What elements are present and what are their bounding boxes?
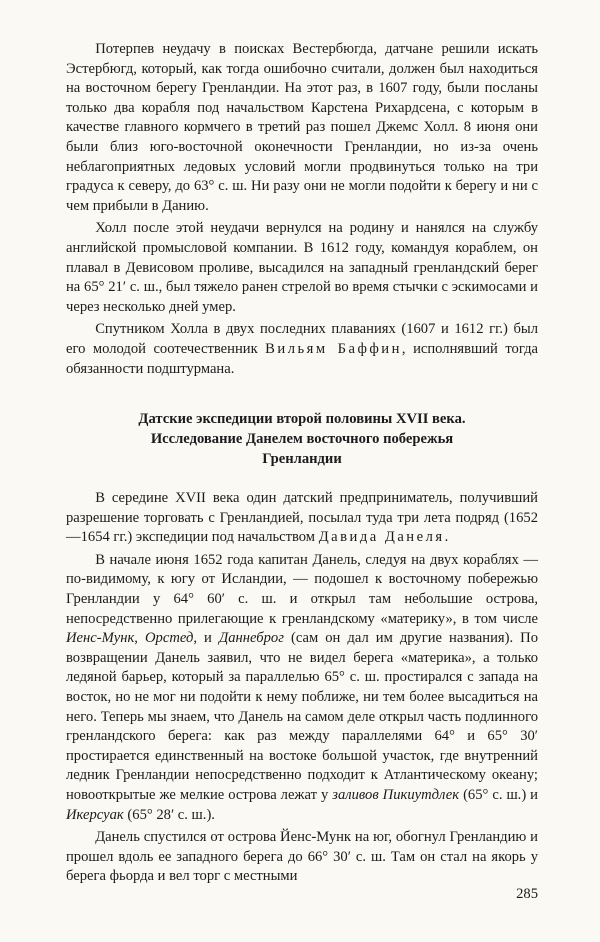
paragraph-4-text-b: .: [444, 529, 449, 546]
heading-line-3: Гренландии: [262, 451, 342, 468]
paragraph-2: Холл после этой неудачи вернулся на родину и нанялся на службу английской промысловой компании. В 1612 году, командуя кораблем, он плавал в Девисовом проливе, высадился на западный гренландский берег на 65° 21′ с. ш., был тяжело ранен стрелой во время стычки с эскимосами и через несколько дней умер.: [66, 220, 538, 315]
paragraph-3-text-a: Спутником Холла в двух последних плаваниях (1607 и 1612 гг.) был его молодой соотечественник: [66, 321, 538, 357]
page-number: 285: [516, 886, 538, 902]
paragraph-3-text-b: , исполнявший тогда обязанности подштурмана.: [66, 340, 538, 377]
paragraph-4-text-a: В середине XVII века один датский предприниматель, получивший разрешение торговать с Гренландией, посылал туда три лета подряд (1652—1654 гг.) экспедиции под начальством: [66, 490, 538, 546]
paragraph-5-text-b: (сам он дал им другие названия). По возвращении Данель заявил, что не видел берега «материка», а только ледяной барьер, который за параллелью 65° с. ш. простирался с запада на восток, но не мог ни подойти к нему поближе, ни тем более высадиться на него. Теперь мы знаем, что Данель на самом деле открыл часть подлинного гренландского берега: как раз между параллелями 64° и 65° 30′ простирается единственный на востоке большой участок, где внутренний ледник Гренландии непосредственно подходит к Атлантическому океану; новооткрытые же мелкие острова лежат у: [66, 630, 538, 803]
paragraph-3: [66, 320, 538, 379]
paragraph-5-text-a: В начале июня 1652 года капитан Данель, следуя на двух кораблях — по-видимому, к югу от Исландии, — подошел к восточному побережью Гренландии у 64° 60′ с. ш. и открыл там небольшие острова, непосредственно прилегающие к гренландскому «материку», в том числе: [66, 551, 538, 627]
paragraph-5-sep-1: ,: [134, 630, 145, 647]
bay-pikiutdlek: заливов Пикиутдлек: [332, 787, 460, 803]
heading-line-2: Исследование Данелем восточного побережья: [150, 431, 454, 448]
book-page: [66, 40, 538, 887]
island-jens-munk: Иенс-Мунк: [66, 630, 135, 647]
person-name-danel: Давида Данеля: [318, 529, 445, 546]
paragraph-4: [66, 489, 538, 548]
island-orsted: Орстед: [145, 630, 194, 647]
heading-line-1: Датские экспедиции второй половины XVII века.: [138, 411, 466, 428]
paragraph-6: Данель спустился от острова Йенс-Мунк на юг, обогнул Гренландию и прошел вдоль ее западного берега до 66° 30′ с. ш. Там он стал на якорь у берега фьорда и вел торг с местными: [66, 829, 538, 885]
paragraph-5-sep-2: , и: [193, 630, 219, 647]
bay-ikersuak: Икерсуак: [66, 806, 124, 823]
section-heading: [66, 409, 538, 469]
person-name-baffin: Вильям Баффин: [265, 340, 402, 357]
island-dannebrog: Даннеброг: [218, 630, 284, 647]
paragraph-5-text-d: (65° 28′ с. ш.).: [123, 806, 215, 823]
paragraph-5: [66, 551, 538, 825]
paragraph-5-text-c: (65° с. ш.) и: [459, 787, 538, 803]
paragraph-1: Потерпев неудачу в поисках Вестербюгда, датчане решили искать Эстербюгд, который, как тогда ошибочно считали, должен был находиться на восточном берегу Гренландии. На этот раз, в 1607 году, были посланы только два корабля под начальством Карстена Рихардсена, с которым в качестве главного кормчего в третий раз пошел Джемс Холл. 8 июня они были близ юго-восточной оконечности Гренландии, но из-за очень неблагоприятных ледовых условий могли продвинуться только на три градуса к северу, до 63° с. ш. Ни разу они не могли подойти к берегу и ни с чем прибыли в Данию.: [66, 41, 538, 214]
